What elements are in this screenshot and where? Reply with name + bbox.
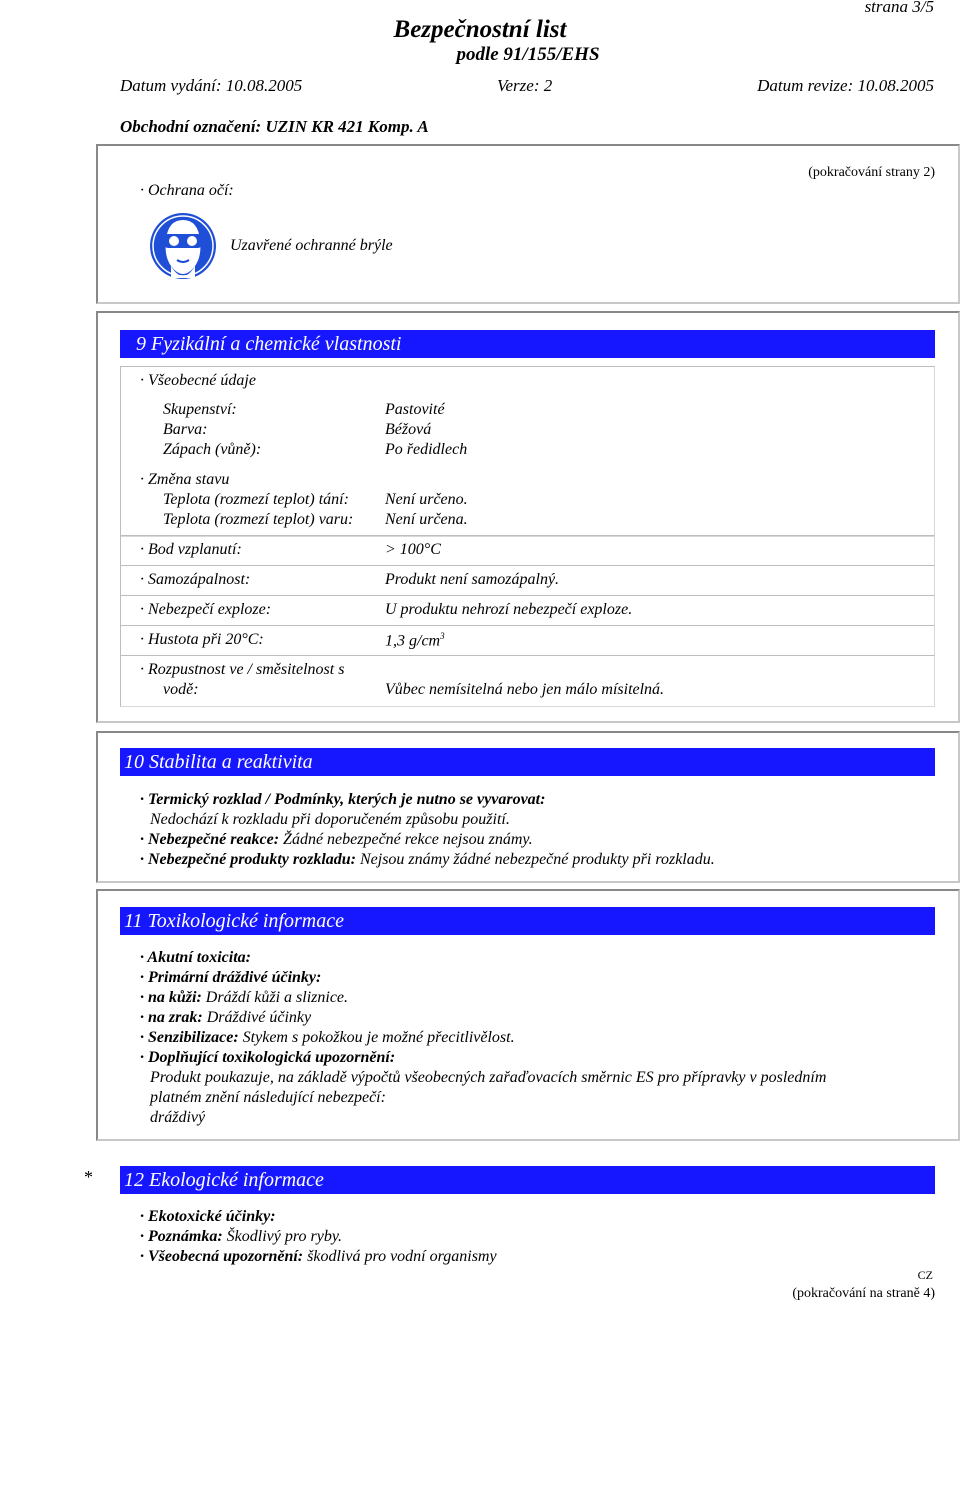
hazardous-products <box>140 851 715 869</box>
skin-text: Dráždí kůži a sliznice. <box>201 989 349 1006</box>
eye-effects-text: Dráždivé účinky <box>202 1009 312 1026</box>
additional-tox-line-3: dráždivý <box>150 1109 206 1126</box>
section-11-title: 11 Toxikologické informace <box>120 907 935 935</box>
form-label: Skupenství: <box>163 401 237 418</box>
boiling-label: Teplota (rozmezí teplot) varu: <box>163 511 354 528</box>
general-data-label: · Všeobecné údaje <box>140 372 256 389</box>
additional-tox-line-2: platném znění následující nebezpečí: <box>150 1089 386 1106</box>
eye-effects <box>140 1009 311 1027</box>
color-value: Béžová <box>385 421 432 438</box>
form-value: Pastovité <box>385 401 445 418</box>
flash-point-row <box>120 535 935 566</box>
boiling-value: Není určena. <box>385 511 468 528</box>
document-subtitle: podle 91/155/EHS <box>456 44 600 65</box>
eco-general-label: · Všeobecná upozornění: <box>140 1248 304 1265</box>
density-value: 1,3 g/cm <box>385 632 441 650</box>
density-value-wrap <box>385 631 445 650</box>
eco-note-text: Škodlivý pro ryby. <box>222 1228 343 1245</box>
version: Verze: 2 <box>497 76 553 95</box>
additional-tox-label: · Doplňující toxikologická upozornění: <box>140 1049 396 1066</box>
eco-general <box>140 1248 497 1266</box>
melting-label: Teplota (rozmezí teplot) tání: <box>163 491 349 508</box>
melting-value: Není určeno. <box>385 491 468 508</box>
thermal-label: · Termický rozklad / Podmínky, kterých je nutno se vyvarovat: <box>140 791 546 808</box>
section-12-title: 12 Ekologické informace <box>120 1166 935 1194</box>
skin-effects <box>140 989 348 1007</box>
sensitization <box>140 1029 515 1047</box>
self-ignition-value: Produkt není samozápalný. <box>385 571 560 588</box>
state-change-label: · Změna stavu <box>140 471 230 488</box>
odor-value: Po ředidlech <box>385 441 468 458</box>
primary-irritant-label: · Primární dráždivé účinky: <box>140 969 322 986</box>
trade-name: Obchodní označení: UZIN KR 421 Komp. A <box>120 117 429 136</box>
revision-date: Datum revize: 10.08.2005 <box>757 76 934 95</box>
self-ignition-label: · Samozápalnost: <box>140 571 251 588</box>
acute-toxicity-label: · Akutní toxicita: <box>140 949 251 966</box>
revision-marker: * <box>84 1167 93 1187</box>
skin-label: · na kůži: <box>140 989 202 1006</box>
section-9-title: 9 Fyzikální a chemické vlastnosti <box>120 330 935 358</box>
thermal-decomposition <box>140 791 545 809</box>
language-code: CZ <box>917 1268 933 1282</box>
eco-note-label: · Poznámka: <box>140 1228 223 1245</box>
solubility-value: Vůbec nemísitelná nebo jen málo mísitelná. <box>385 681 665 698</box>
page-number: strana 3/5 <box>864 0 934 16</box>
explosion-label: · Nebezpečí exploze: <box>140 601 272 618</box>
sensitization-text: Stykem s pokožkou je možné přecitlivělost. <box>238 1029 515 1046</box>
sensitization-label: · Senzibilizace: <box>140 1029 239 1046</box>
explosion-value: U produktu nehrozí nebezpečí exploze. <box>385 601 633 618</box>
continued-on: (pokračování na straně 4) <box>792 1286 935 1301</box>
section-10-title: 10 Stabilita a reaktivita <box>120 748 935 776</box>
products-text: Nejsou známy žádné nebezpečné produkty při rozkladu. <box>355 851 715 868</box>
continued-from: (pokračování strany 2) <box>808 165 935 180</box>
safety-goggles-icon <box>147 212 219 280</box>
density-unit-sup: 3 <box>440 631 445 641</box>
odor-label: Zápach (vůně): <box>163 441 262 458</box>
solubility-label-1: · Rozpustnost ve / směsitelnost s <box>140 661 345 678</box>
eye-protection-label: · Ochrana očí: <box>140 182 234 199</box>
reactions-text: Žádné nebezpečné rekce nejsou známy. <box>279 831 533 848</box>
color-label: Barva: <box>163 421 208 438</box>
hazardous-reactions <box>140 831 533 849</box>
flash-point-label: · Bod vzplanutí: <box>140 541 242 558</box>
document-title: Bezpečnostní list <box>393 16 567 43</box>
flash-point-value: > 100°C <box>385 541 441 558</box>
eco-general-text: škodlivá pro vodní organismy <box>303 1248 497 1265</box>
products-label: · Nebezpečné produkty rozkladu: <box>140 851 356 868</box>
issue-date: Datum vydání: 10.08.2005 <box>120 76 303 95</box>
additional-tox-line-1: Produkt poukazuje, na základě výpočtů všeobecných zařaďovacích směrnic ES pro přípravky v posledním <box>150 1069 827 1086</box>
solubility-label-2: vodě: <box>163 681 199 698</box>
reactions-label: · Nebezpečné reakce: <box>140 831 280 848</box>
ecotox-label: · Ekotoxické účinky: <box>140 1208 276 1225</box>
eye-effects-label: · na zrak: <box>140 1009 203 1026</box>
density-label: · Hustota při 20°C: <box>140 631 264 648</box>
eye-protection-text: Uzavřené ochranné brýle <box>230 237 393 254</box>
thermal-text: Nedochází k rozkladu při doporučeném způsobu použití. <box>150 811 510 828</box>
eco-note <box>140 1228 342 1246</box>
